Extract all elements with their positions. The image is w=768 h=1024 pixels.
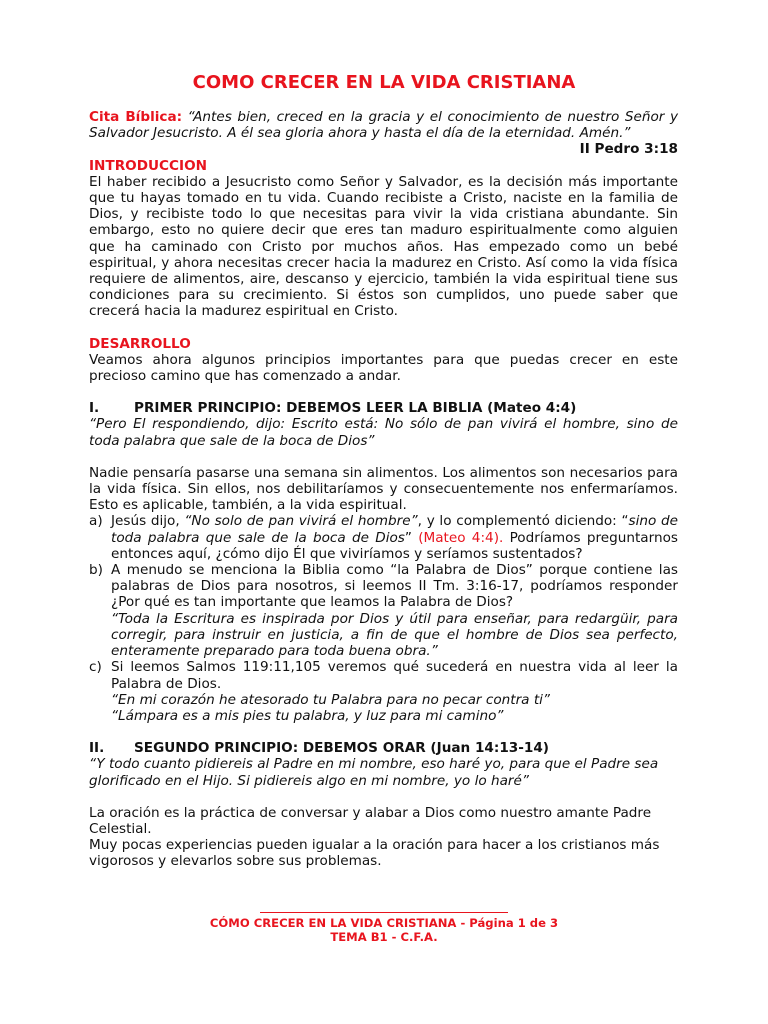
section-2-quote: “Y todo cuanto pidiereis al Padre en mi nombre, eso haré yo, para que el Padre sea glorificado en el Hijo. Si pidiereis algo en mi nombre, yo lo haré” bbox=[89, 756, 659, 789]
page-title: COMO CRECER EN LA VIDA CRISTIANA bbox=[192, 72, 576, 93]
list-quote: “En mi corazón he atesorado tu Palabra para no pecar contra ti” bbox=[111, 691, 550, 708]
document-body bbox=[89, 109, 678, 870]
footer-line-2: TEMA B1 - C.F.A. bbox=[330, 930, 438, 944]
desarrollo-heading: DESARROLLO bbox=[89, 335, 191, 352]
section-2-heading bbox=[89, 740, 678, 756]
page-footer bbox=[0, 912, 768, 944]
list-text: , y lo complementó diciendo: “ bbox=[417, 513, 629, 530]
bible-citation bbox=[89, 109, 678, 141]
section-1-quote: “Pero El respondiendo, dijo: Escrito está: No sólo de pan vivirá el hombre, sino de toda palabra que sale de la boca de Dios” bbox=[89, 416, 678, 449]
section-2-paragraph: Muy pocas experiencias pueden igualar a la oración para hacer a los cristianos más vigorosos y elevarlos sobre sus problemas. bbox=[89, 837, 660, 870]
section-1-heading bbox=[89, 400, 678, 416]
list-text: Podríamos preguntarnos entonces aquí, ¿cómo dijo Él que viviríamos y seríamos sustentados? bbox=[111, 529, 678, 562]
section-2-number: II. bbox=[89, 740, 105, 757]
section-1-list bbox=[89, 513, 678, 724]
list-quote: sino de toda palabra que sale de la boca de Dios bbox=[111, 513, 678, 546]
desarrollo-paragraph: Veamos ahora algunos principios importantes para que puedas crecer en este precioso camino que has comenzado a andar. bbox=[89, 351, 678, 385]
section-1-paragraph: Nadie pensaría pasarse una semana sin alimentos. Los alimentos son necesarios para la vida física. Sin ellos, nos debilitaríamos y consecuentemente nos enfermaríamos. Esto es aplicable, también, a la vida espiritual. bbox=[89, 464, 678, 514]
list-item bbox=[89, 659, 678, 724]
scripture-reference: (Mateo 4:4). bbox=[418, 529, 504, 546]
section-2-title: SEGUNDO PRINCIPIO: DEBEMOS ORAR (Juan 14:13-14) bbox=[134, 740, 550, 757]
list-text: A menudo se menciona la Biblia como “la Palabra de Dios” porque contiene las palabras de Dios para nosotros, si leemos II Tm. 3:16-17, podríamos responder ¿Por qué es tan importante que leamos la Palabra de Dios? bbox=[111, 562, 678, 611]
list-item-body bbox=[111, 513, 678, 562]
citation-reference: II Pedro 3:18 bbox=[579, 141, 678, 158]
list-text: Jesús dijo, bbox=[111, 513, 185, 530]
section-2-paragraph: La oración es la práctica de conversar y alabar a Dios como nuestro amante Padre Celestial. bbox=[89, 804, 652, 837]
citation-label: Cita Bíblica: bbox=[89, 109, 183, 125]
list-quote: “No solo de pan vivirá el hombre” bbox=[184, 513, 418, 530]
list-item-label: a) bbox=[89, 513, 103, 530]
list-item-label: b) bbox=[89, 562, 103, 579]
list-text: Si leemos Salmos 119:11,105 veremos qué sucederá en nuestra vida al leer la Palabra de Dios. bbox=[111, 659, 678, 692]
list-item bbox=[89, 513, 678, 562]
footer-line-1: CÓMO CRECER EN LA VIDA CRISTIANA - Página 1 de 3 bbox=[209, 916, 559, 930]
list-quote: “Toda la Escritura es inspirada por Dios y útil para enseñar, para redargüir, para corregir, para instruir en justicia, a fin de que el hombre de Dios sea perfecto, enteramente preparado para toda buena obra.” bbox=[111, 610, 678, 660]
citation-quote: “Antes bien, creced en la gracia y el conocimiento de nuestro Señor y Salvador Jesucristo. A él sea gloria ahora y hasta el día de la eternidad. Amén.” bbox=[89, 109, 679, 142]
list-item-body bbox=[111, 659, 678, 724]
intro-heading: INTRODUCCION bbox=[89, 157, 207, 174]
footer-rule bbox=[260, 912, 508, 913]
list-item-label: c) bbox=[89, 659, 102, 676]
intro-paragraph: El haber recibido a Jesucristo como Señor y Salvador, es la decisión más importante que tu hayas tomado en tu vida. Cuando recibiste a Cristo, naciste en la familia de Dios, y recibiste todo lo que necesitas para vivir la vida cristiana abundante. Sin embargo, esto no quiere decir que eres tan maduro espiritualmente como alguien que ha caminado con Cristo por muchos años. Has empezado como un bebé espiritual, y ahora necesitas crecer hacia la madurez en Cristo. Así como la vida física requiere de alimentos, aire, descanso y ejercicio, también la vida espiritual tiene sus condiciones para su crecimiento. Si éstos son cumplidos, uno puede saber que crecerá hacia la madurez espiritual en Cristo. bbox=[89, 173, 678, 320]
list-quote: “Lámpara es a mis pies tu palabra, y luz para mi camino” bbox=[111, 707, 504, 724]
section-1-number: I. bbox=[89, 400, 100, 417]
list-item-body bbox=[111, 562, 678, 659]
list-item bbox=[89, 562, 678, 659]
list-text: ” bbox=[404, 529, 419, 546]
section-1-title: PRIMER PRINCIPIO: DEBEMOS LEER LA BIBLIA (Mateo 4:4) bbox=[134, 400, 577, 417]
